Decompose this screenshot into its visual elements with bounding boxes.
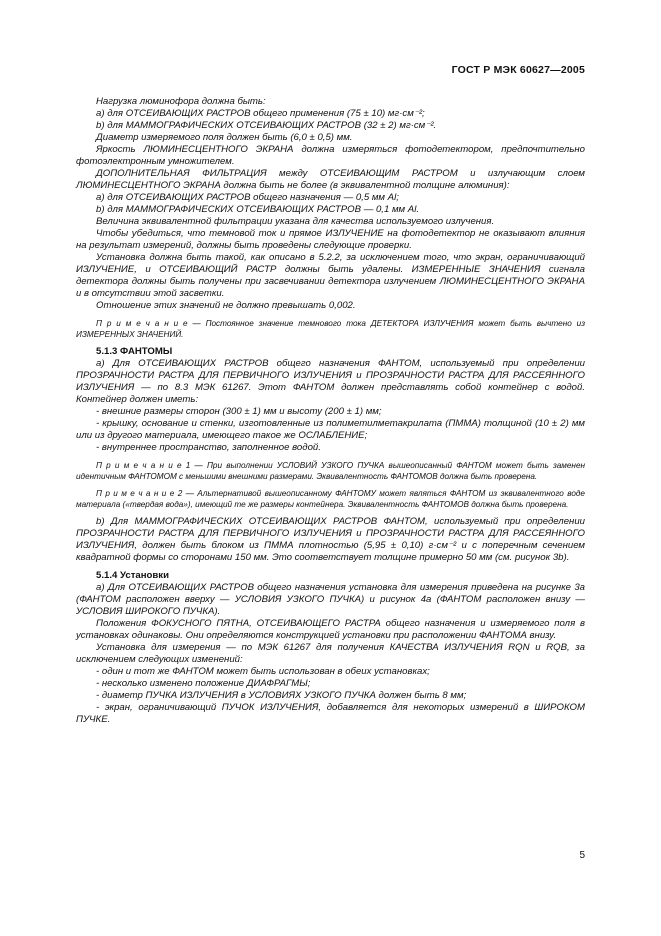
body-paragraph: а) для ОТСЕИВАЮЩИХ РАСТРОВ общего назначения — 0,5 мм Al; <box>96 192 399 203</box>
note-label: П р и м е ч а н и е <box>96 319 188 328</box>
body-paragraph: Установка должна быть такой, как описано в 5.2.2, за исключением того, что экран, ограничивающий ИЗЛУЧЕНИЕ, и ОТСЕИВАЮЩИЙ РАСТР должны быть удалены. ИЗМЕРЕННЫЕ ЗНАЧЕНИЯ сигнала детектора должны быть получены при засвечивании детектора излучением ЛЮМИНЕСЦЕНТНОГО ЭКРАНА и в отсутствии этой засветки. <box>76 252 585 299</box>
note-label: П р и м е ч а н и е 2 <box>96 489 183 498</box>
document-header: ГОСТ Р МЭК 60627—2005 <box>451 64 585 76</box>
body-paragraph: Яркость ЛЮМИНЕСЦЕНТНОГО ЭКРАНА должна измеряться фотодетектором, предпочтительно фотоэлектронным умножителем. <box>76 144 585 167</box>
body-paragraph: b) для МАММОГРАФИЧЕСКИХ ОТСЕИВАЮЩИХ РАСТРОВ — 0,1 мм Al. <box>96 204 419 215</box>
body-paragraph: - диаметр ПУЧКА ИЗЛУЧЕНИЯ в УСЛОВИЯХ УЗКОГО ПУЧКА должен быть 8 мм; <box>96 690 467 701</box>
body-paragraph: Величина эквивалентной фильтрации указана для качества используемого излучения. <box>96 216 495 227</box>
body-paragraph: - крышку, основание и стенки, изготовленные из полиметилметакрилата (ПММА) толщиной (10 ± 2) мм или из другого материала, имеющего такое же ОСЛАБЛЕНИЕ; <box>76 418 585 441</box>
body-paragraph: а) Для ОТСЕИВАЮЩИХ РАСТРОВ общего назначения ФАНТОМ, используемый при определении ПРОЗРАЧНОСТИ РАСТРА ДЛЯ ПЕРВИЧНОГО ИЗЛУЧЕНИЯ и ПРОЗРАЧНОСТИ РАСТРА ДЛЯ РАССЕЯННОГО ИЗЛУЧЕНИЯ — по 8.3 МЭК 61267. Этот ФАНТОМ должен представлять собой контейнер с водой. Контейнер должен иметь: <box>76 358 585 405</box>
body-paragraph: Диаметр измеряемого поля должен быть (6,0 ± 0,5) мм. <box>96 132 353 143</box>
body-paragraph: - внутреннее пространство, заполненное водой. <box>96 442 321 453</box>
note-text: — Постоянное значение темнового тока ДЕТЕКТОРА ИЗЛУЧЕНИЯ может быть вычтено из ИЗМЕРЕННЫХ ЗНАЧЕНИЙ. <box>76 319 586 339</box>
note-paragraph <box>76 488 585 510</box>
note-paragraph <box>76 460 585 482</box>
note-label: П р и м е ч а н и е 1 <box>96 461 191 470</box>
page-number: 5 <box>579 850 585 861</box>
body-paragraph: - один и тот же ФАНТОМ может быть использован в обеих установках; <box>96 666 430 677</box>
body-paragraph: b) Для МАММОГРАФИЧЕСКИХ ОТСЕИВАЮЩИХ РАСТРОВ ФАНТОМ, используемый при определении ПРОЗРАЧНОСТИ РАСТРА ДЛЯ ПЕРВИЧНОГО ИЗЛУЧЕНИЯ и ПРОЗРАЧНОСТИ РАСТРА ДЛЯ РАССЕЯННОГО ИЗЛУЧЕНИЯ, должен быть блоком из ПММА плотностью (5,95 ± 0,10) г·см⁻² и с поперечным сечением квадратной формы со сторонами 150 мм. Это соответствует толщине примерно 50 мм (см. рисунок 3b). <box>76 516 585 563</box>
body-paragraph: b) для МАММОГРАФИЧЕСКИХ ОТСЕИВАЮЩИХ РАСТРОВ (32 ± 2) мг·см⁻². <box>96 120 437 131</box>
body-paragraph: а) для ОТСЕИВАЮЩИХ РАСТРОВ общего применения (75 ± 10) мг·см⁻²; <box>96 108 425 119</box>
body-paragraph: - несколько изменено положение ДИАФРАГМЫ; <box>96 678 311 689</box>
section-heading: 5.1.4 Установки <box>96 570 169 581</box>
body-paragraph: - внешние размеры сторон (300 ± 1) мм и высоту (200 ± 1) мм; <box>96 406 382 417</box>
note-paragraph <box>76 318 585 340</box>
document-body <box>76 96 585 726</box>
body-paragraph: - экран, ограничивающий ПУЧОК ИЗЛУЧЕНИЯ, добавляется для некоторых измерений в ШИРОКОМ ПУЧКЕ. <box>76 702 585 725</box>
body-paragraph: Положения ФОКУСНОГО ПЯТНА, ОТСЕИВАЮЩЕГО РАСТРА общего назначения и измеряемого поля в установках одинаковы. Они определяются конструкцией установки при расположении ФАНТОМА внизу. <box>76 618 585 641</box>
body-paragraph: Нагрузка люминофора должна быть: <box>96 96 266 107</box>
section-heading: 5.1.3 ФАНТОМЫ <box>96 346 173 357</box>
body-paragraph: ДОПОЛНИТЕЛЬНАЯ ФИЛЬТРАЦИЯ между ОТСЕИВАЮЩИМ РАСТРОМ и излучающим слоем ЛЮМИНЕСЦЕНТНОГО ЭКРАНА должна быть не более (в эквивалентной толщине алюминия): <box>76 168 585 191</box>
body-paragraph: а) Для ОТСЕИВАЮЩИХ РАСТРОВ общего назначения установка для измерения приведена на рисунке 3а (ФАНТОМ расположен вверху — УСЛОВИЯ УЗКОГО ПУЧКА) и рисунок 4а (ФАНТОМ расположен внизу — УСЛОВИЯ ШИРОКОГО ПУЧКА). <box>76 582 585 617</box>
body-paragraph: Отношение этих значений не должно превышать 0,002. <box>96 300 356 311</box>
body-paragraph: Установка для измерения — по МЭК 61267 для получения КАЧЕСТВА ИЗЛУЧЕНИЯ RQN и RQB, за исключением следующих изменений: <box>76 642 585 665</box>
note-text: — При выполнении УСЛОВИЙ УЗКОГО ПУЧКА вышеописанный ФАНТОМ может быть заменен идентичным ФАНТОМОМ с меньшими внешними размерами. Эквивалентность ФАНТОМОВ должна быть проверена. <box>76 461 586 481</box>
body-paragraph: Чтобы убедиться, что темновой ток и прямое ИЗЛУЧЕНИЕ на фотодетектор не оказывают влияния на результат измерений, должны быть проведены следующие проверки. <box>76 228 585 251</box>
note-text: — Альтернативой вышеописанному ФАНТОМУ может являться ФАНТОМ из эквивалентного воде материала («твердая вода»), имеющий те же размеры контейнера. Эквивалентность ФАНТОМОВ должна быть проверена. <box>76 489 585 509</box>
